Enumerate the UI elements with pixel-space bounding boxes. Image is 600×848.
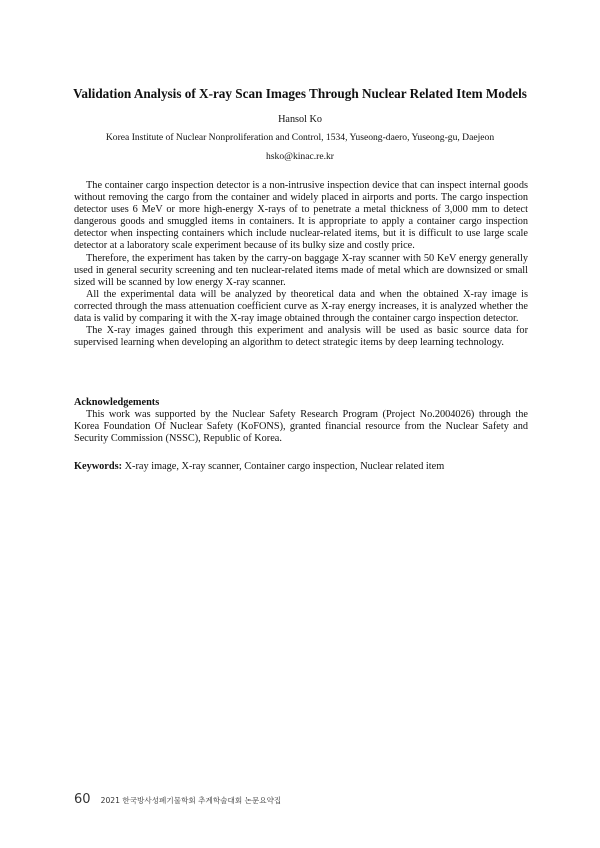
author-name: Hansol Ko: [278, 114, 322, 125]
acknowledgements-section: [74, 397, 528, 445]
paper-title: Validation Analysis of X-ray Scan Images Through Nuclear Related Item Models: [73, 86, 527, 101]
keywords-text: X-ray image, X-ray scanner, Container cargo inspection, Nuclear related item: [124, 461, 445, 472]
acknowledgements-heading: Acknowledgements: [74, 397, 160, 408]
author-email: hsko@kinac.re.kr: [266, 151, 334, 162]
keywords-label: Keywords:: [74, 461, 123, 472]
proceedings-title: 2021 한국방사성폐기물학회 추계학술대회 논문요약집: [100, 796, 282, 805]
abstract-paragraph: Therefore, the experiment has taken by the carry-on baggage X-ray scanner with 50 KeV energy generally used in general security screening and ten nuclear-related items made of metal which are downsized or small sized will be scanned by low energy X-ray scanner.: [74, 252, 528, 288]
abstract-body: [74, 180, 528, 349]
abstract-paragraph: The container cargo inspection detector is a non-intrusive inspection device that can inspect internal goods without removing the cargo from the container and widely placed in airports and ports. The cargo inspection detector uses 6 MeV or more high-energy X-rays of to penetrate a metal thickness of 3,000 mm to detect dangerous goods and smuggled items in containers. It is appropriate to apply a container cargo inspection detector when inspecting containers which include nuclear-related items, but it is difficult to use large scale detector at a laboratory scale experiment because of its bulky size and costly price.: [74, 180, 528, 252]
keywords-section: [74, 461, 528, 473]
acknowledgements-text: This work was supported by the Nuclear Safety Research Program (Project No.2004026) through the Korea Foundation Of Nuclear Safety (KoFONS), granted financial resource from the Nuclear Safety and Security Commission (NSSC), Republic of Korea.: [74, 409, 528, 445]
page-number: 60: [74, 792, 91, 807]
abstract-paragraph: The X-ray images gained through this experiment and analysis will be used as basic source data for supervised learning when developing an algorithm to detect strategic items by deep learning technology.: [74, 325, 528, 349]
author-affiliation: Korea Institute of Nuclear Nonproliferation and Control, 1534, Yuseong-daero, Yuseong-gu, Daejeon: [105, 132, 495, 143]
page-footer: [74, 788, 281, 807]
abstract-paragraph: All the experimental data will be analyzed by theoretical data and when the obtained X-ray image is corrected through the mass attenuation coefficient curve as X-ray energy increases, it is analyzed whether the data is valid by comparing it with the X-ray image obtained through the container cargo inspection detector.: [74, 288, 528, 325]
